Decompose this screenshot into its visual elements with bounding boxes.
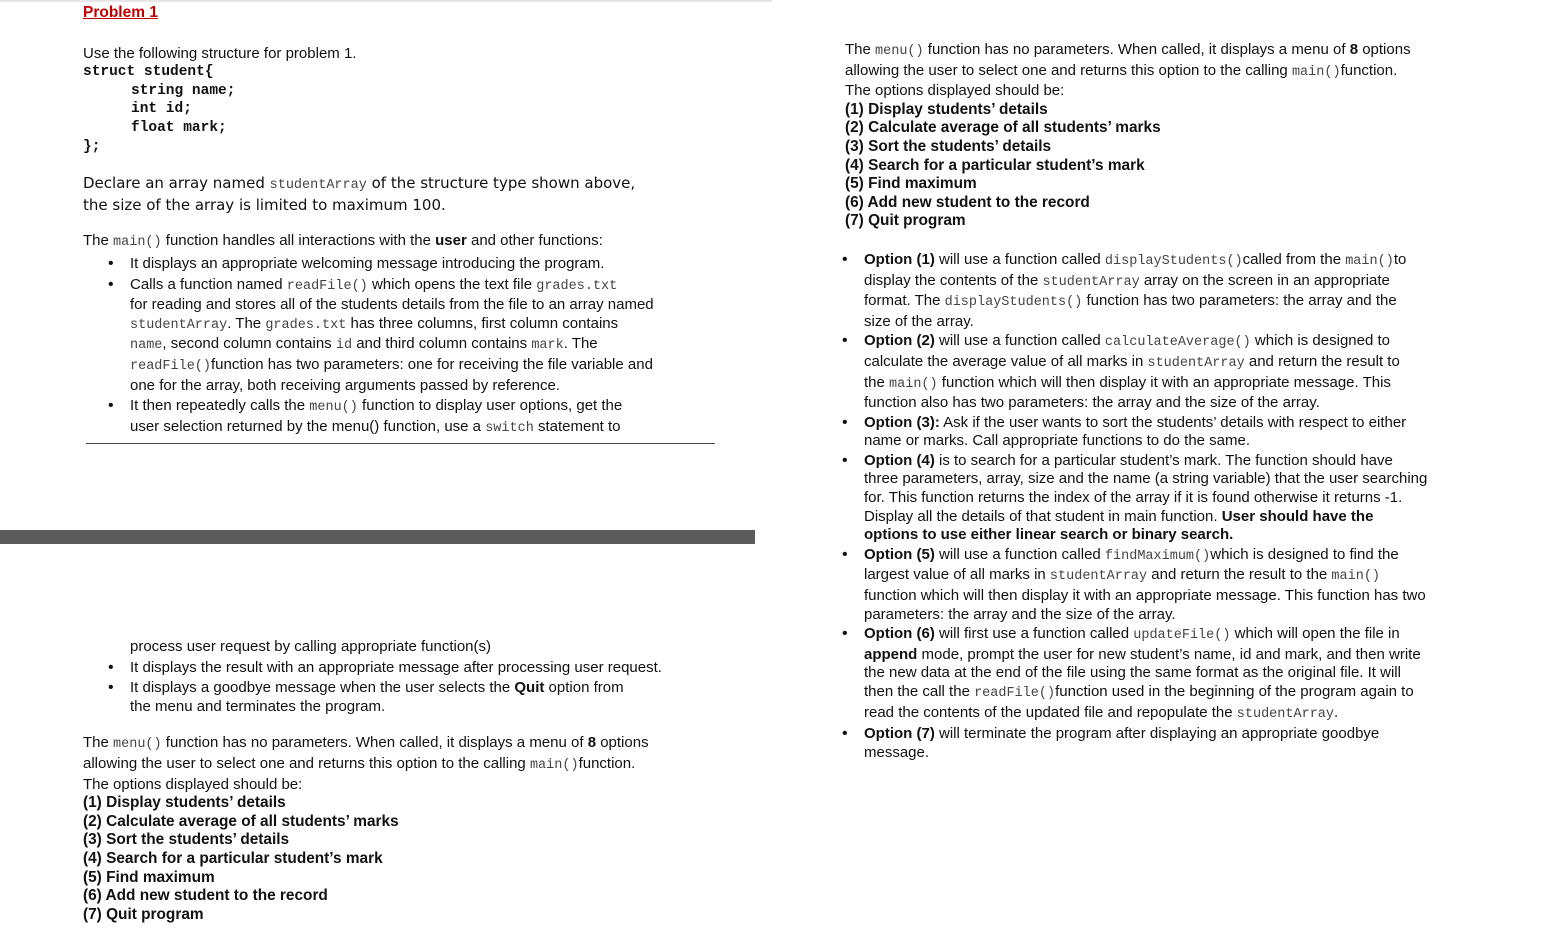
menu-option: (2) Calculate average of all students’ marks <box>845 119 1161 137</box>
menu-option: (3) Sort the students’ details <box>845 137 1052 155</box>
option-1-description: • Option (1) will use a function called displayStudents()called from the main()to display the contents of the studentArray array on the screen in an appropriate format. The displayStudents() function has two parameters: the array and the size of the array. <box>864 251 1467 331</box>
code-line: float mark; <box>131 119 227 136</box>
footer-rule <box>86 443 715 444</box>
menu-option: (7) Quit program <box>83 905 204 923</box>
declare-paragraph: Declare an array named studentArray of the structure type shown above, the size of the array is limited to maximum 100. <box>83 174 636 214</box>
menu-option: (3) Sort the students’ details <box>83 831 290 849</box>
option-descriptions <box>845 251 1467 762</box>
menu-intro-left: The menu() function has no parameters. When called, it displays a menu of 8 options allowing the user to select one and returns this option to the calling main()function. The options displayed should be: <box>83 734 649 793</box>
option-3-description: • Option (3): Ask if the user wants to sort the students’ details with respect to either name or marks. Call appropriate functions to do the same. <box>864 414 1467 451</box>
continued-text: process user request by calling appropriate function(s) <box>130 638 492 655</box>
menu-option: (6) Add new student to the record <box>845 193 1090 211</box>
bullet-item: • Calls a function named readFile() which opens the text file grades.txt for reading and stores all of the students details from the file to an array named studentArray. The grades.txt has three columns, first column contains name, second column contains id and third column contains mark. The readFile()function has two parameters: one for receiving the file variable and one for the array, both receiving arguments passed by reference. <box>130 276 705 396</box>
options-list-left <box>83 794 723 924</box>
intro-text: Use the following structure for problem 1. <box>83 44 357 62</box>
code-line: }; <box>83 138 101 155</box>
menu-option: (4) Search for a particular student’s mark <box>845 156 1145 174</box>
main-intro: The main() function handles all interactions with the user and other functions: <box>83 232 603 251</box>
problem-title: Problem 1 <box>83 4 158 21</box>
main-bullets <box>83 255 705 438</box>
page-separator <box>0 530 755 544</box>
bullet-item: • It displays the result with an appropriate message after processing user request. <box>130 659 723 678</box>
option-2-description: • Option (2) will use a function called calculateAverage() which is designed to calculate the average value of all marks in studentArray and return the result to the main() function which will then display it with an appropriate message. This function also has two parameters: the array and the size of the array. <box>864 332 1467 412</box>
struct-code-block <box>83 63 723 156</box>
code-line: string name; <box>131 82 236 99</box>
options-list-right <box>845 101 1470 231</box>
bullet-item: • It displays an appropriate welcoming message introducing the program. <box>130 255 705 274</box>
option-5-description: • Option (5) will use a function called findMaximum()which is designed to find the largest value of all marks in studentArray and return the result to the main() function which will then display it with an appropriate message. This function has two parameters: the array and the size of the array. <box>864 546 1467 624</box>
option-4-description: • Option (4) is to search for a particular student’s mark. The function should have three parameters, array, size and the name (a string variable) that the user searching for. This function returns the index of the array if it is found otherwise it returns -1. Display all the details of that student in main function. User should have the options to use either linear search or binary search. <box>864 452 1467 545</box>
menu-option: (1) Display students’ details <box>845 100 1048 118</box>
bullet-item: • It displays a goodbye message when the user selects the Quit option from the menu and terminates the program. <box>130 679 723 716</box>
menu-option: (5) Find maximum <box>83 868 215 886</box>
option-7-description: • Option (7) will terminate the program after displaying an appropriate goodbye message. <box>864 725 1467 762</box>
bullet-item: • It then repeatedly calls the menu() function to display user options, get the user selection returned by the menu() function, use a switch statement to <box>130 397 705 438</box>
menu-option: (2) Calculate average of all students’ marks <box>83 812 399 830</box>
page-top-border <box>0 0 772 2</box>
right-column <box>845 41 1470 762</box>
option-6-description: • Option (6) will first use a function called updateFile() which will open the file in append mode, prompt the user for new student’s name, id and mark, and then write the new data at the end of the file using the same format as the original file. It will then the call the readFile()function used in the beginning of the program again to read the contents of the updated file and repopulate the studentArray. <box>864 625 1467 724</box>
menu-intro-right: The menu() function has no parameters. When called, it displays a menu of 8 options allowing the user to select one and returns this option to the calling main()function. The options displayed should be: <box>845 41 1411 100</box>
menu-option: (7) Quit program <box>845 212 966 230</box>
code-line: struct student{ <box>83 64 214 81</box>
menu-option: (6) Add new student to the record <box>83 887 328 905</box>
main-bullets-continued <box>83 659 723 717</box>
left-column-bottom <box>83 638 723 924</box>
code-line: int id; <box>131 101 192 118</box>
menu-option: (1) Display students’ details <box>83 794 286 812</box>
menu-option: (5) Find maximum <box>845 175 977 193</box>
left-column-top <box>83 4 723 438</box>
menu-option: (4) Search for a particular student’s mark <box>83 849 383 867</box>
